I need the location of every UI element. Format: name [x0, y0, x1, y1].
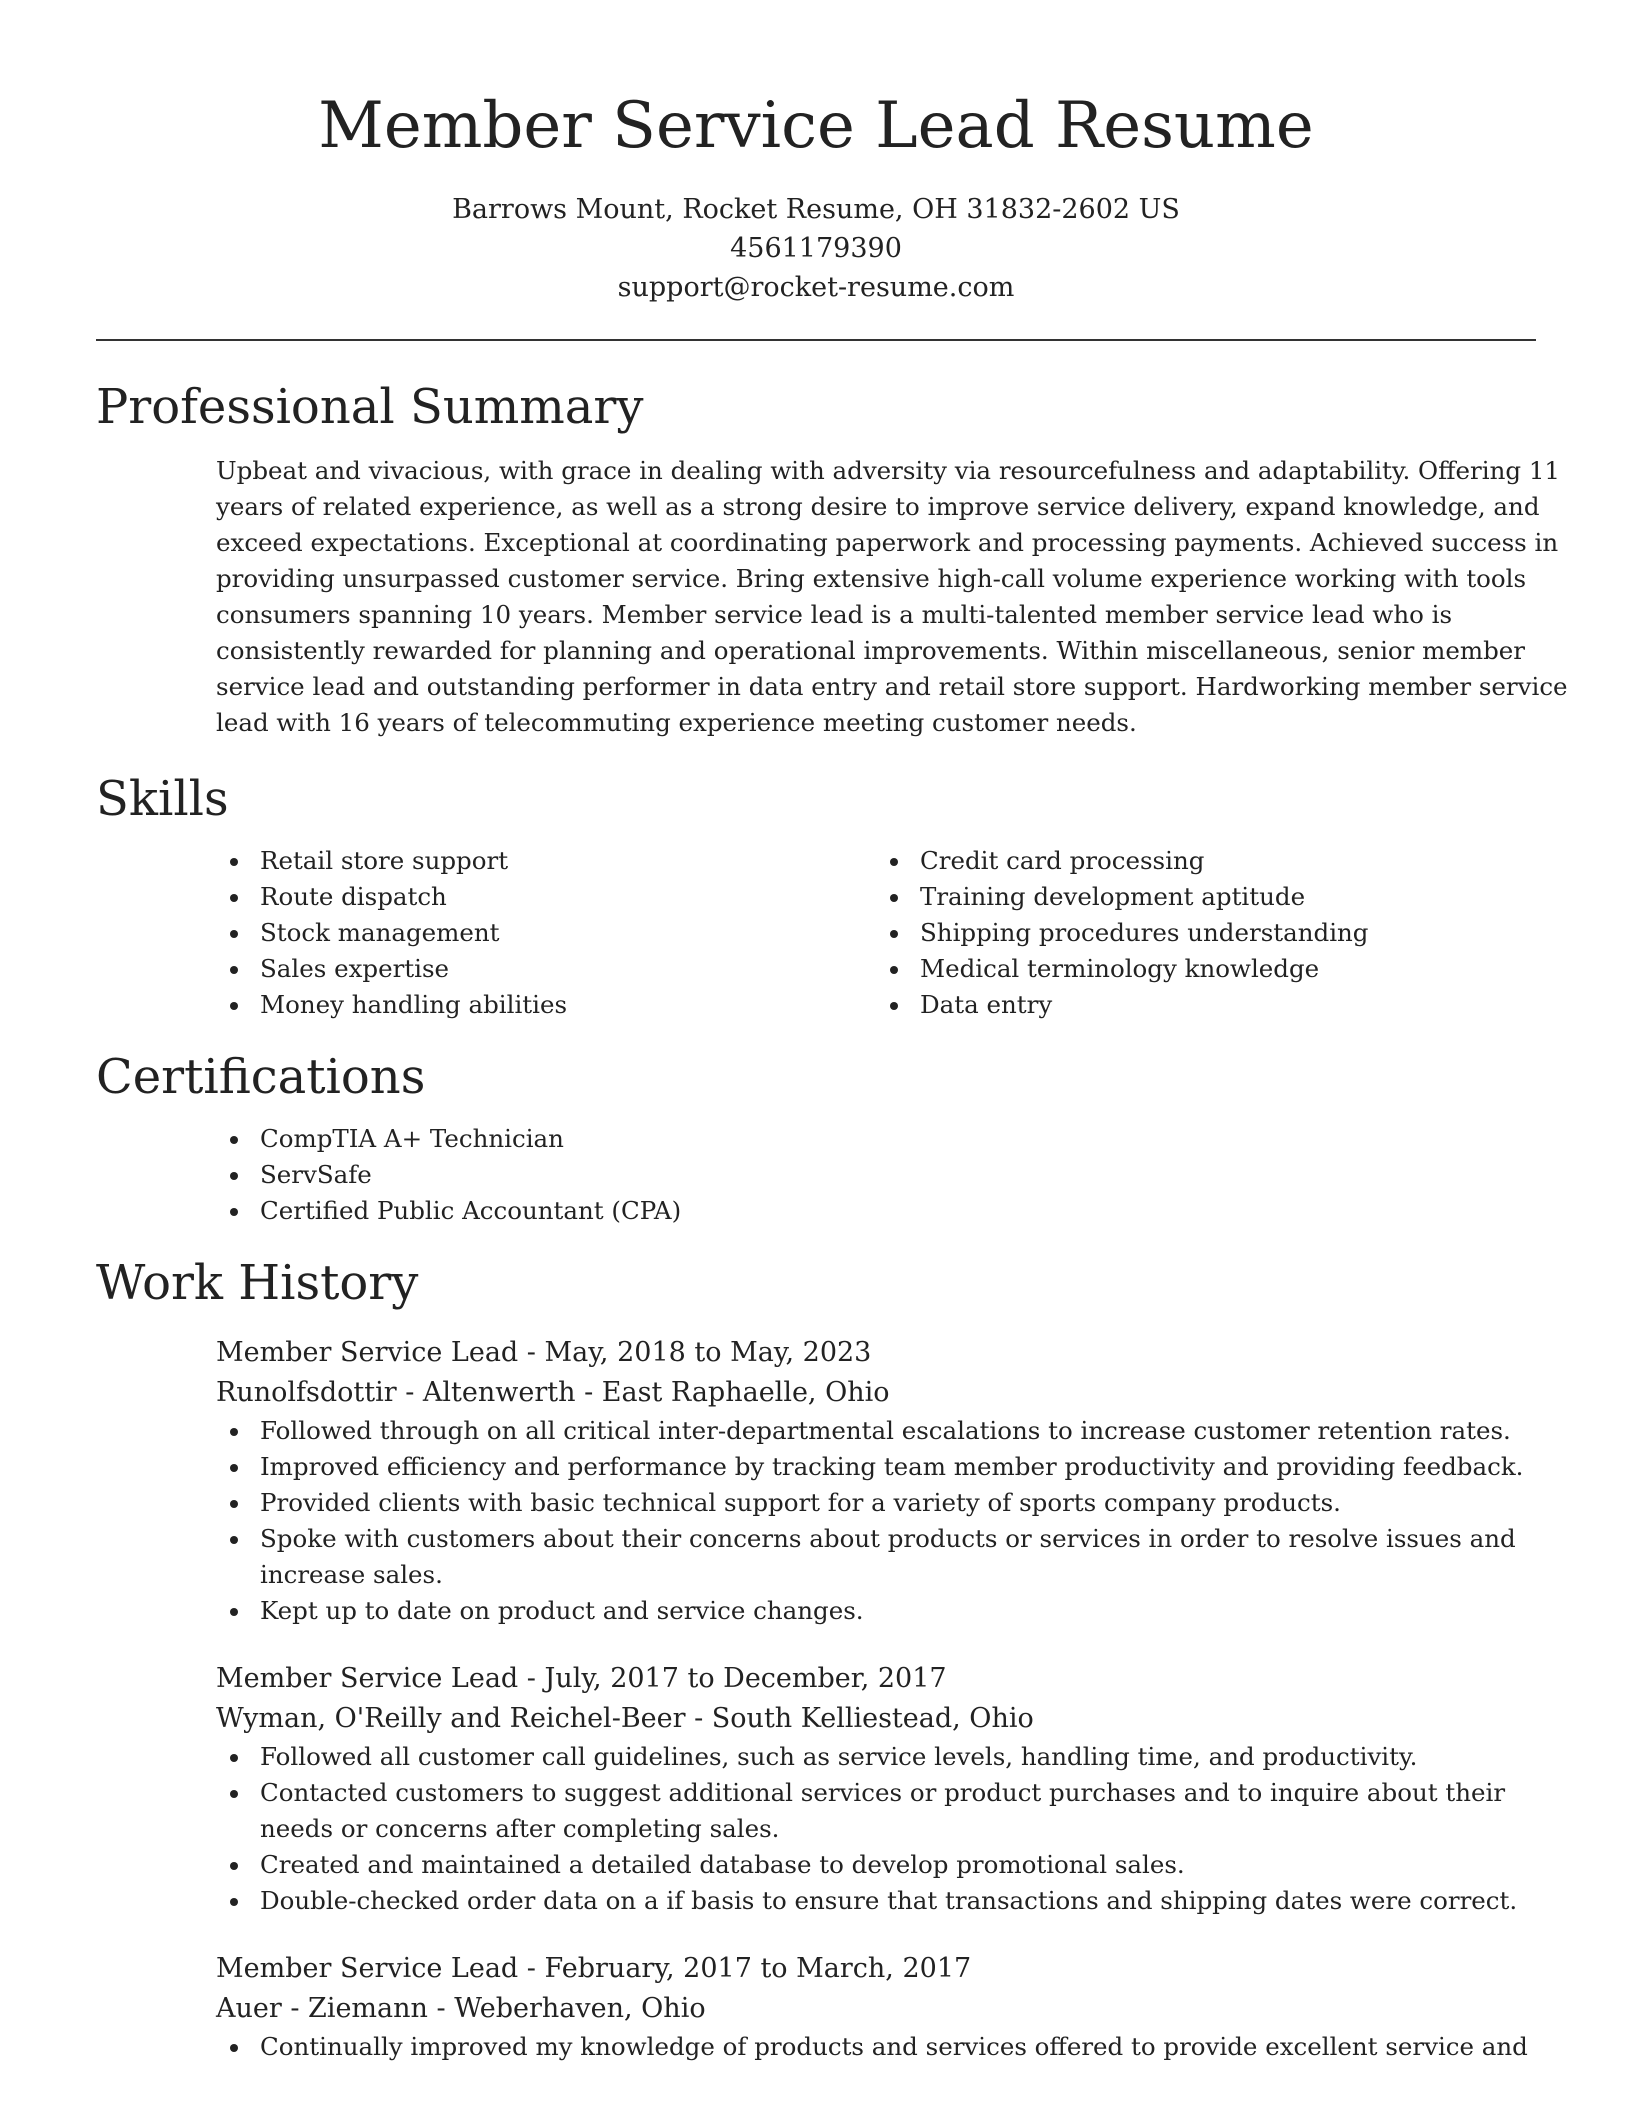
- skills-list: [216, 843, 1536, 1023]
- job-entry: [216, 1659, 1536, 1919]
- job-duty-item: Improved efficiency and performance by tracking team member productivity and providing feedback.: [260, 1449, 1560, 1485]
- skill-item: Training development aptitude: [920, 879, 1536, 915]
- job-duty-item: Kept up to date on product and service changes.: [260, 1593, 1560, 1629]
- job-duty-item: Double-checked order data on a if basis to ensure that transactions and shipping dates were correct.: [260, 1883, 1560, 1919]
- certification-item: CompTIA A+ Technician: [260, 1121, 1536, 1157]
- skills-column-right: [876, 843, 1536, 1023]
- job-title-dates: Member Service Lead - February, 2017 to March, 2017: [216, 1953, 972, 1984]
- skill-item: Retail store support: [260, 843, 876, 879]
- skill-item: Medical terminology knowledge: [920, 951, 1536, 987]
- certifications-heading: Certifications: [96, 1049, 426, 1105]
- contact-block: [96, 190, 1536, 307]
- job-duty-item: Followed all customer call guidelines, such as service levels, handling time, and productivity.: [260, 1739, 1560, 1775]
- skill-item: Route dispatch: [260, 879, 876, 915]
- certification-item: Certified Public Accountant (CPA): [260, 1193, 1536, 1229]
- skill-item: Stock management: [260, 915, 876, 951]
- job-company-location: Runolfsdottir - Altenwerth - East Raphaelle, Ohio: [216, 1377, 890, 1408]
- job-duty-item: Contacted customers to suggest additional services or product purchases and to inquire about their needs or concerns after completing sales.: [260, 1775, 1560, 1847]
- job-title-dates: Member Service Lead - July, 2017 to December, 2017: [216, 1663, 947, 1694]
- summary-text: Upbeat and vivacious, with grace in dealing with adversity via resourcefulness and adaptability. Offering 11 years of related experience, as well as a strong desire to improve service delivery, expand knowledge, and exceed expectations. Exceptional at coordinating paperwork and processing payments. Achieved success in providing unsurpassed customer service. Bring extensive high-call volume experience working with tools consumers spanning 10 years. Member service lead is a multi-talented member service lead who is consistently rewarded for planning and operational improvements. Within miscellaneous, senior member service lead and outstanding performer in data entry and retail store support. Hardworking member service lead with 16 years of telecommuting experience meeting customer needs.: [216, 456, 1568, 737]
- job-entry: [216, 1333, 1536, 1629]
- skill-item: Sales expertise: [260, 951, 876, 987]
- work-history-heading: Work History: [96, 1255, 419, 1311]
- skills-heading: Skills: [96, 771, 229, 827]
- job-title-dates: Member Service Lead - May, 2018 to May, 2023: [216, 1337, 872, 1368]
- job-duty-item: Spoke with customers about their concerns about products or services in order to resolve issues and increase sales.: [260, 1521, 1560, 1593]
- job-duties: [216, 1413, 1560, 1629]
- skill-item: Money handling abilities: [260, 987, 876, 1023]
- certification-item: ServSafe: [260, 1157, 1536, 1193]
- resume-title: Member Service Lead Resume: [318, 89, 1314, 163]
- header-divider: [96, 339, 1536, 341]
- skills-column-left: [216, 843, 876, 1023]
- resume-page: [96, 0, 1568, 2065]
- job-company-location: Auer - Ziemann - Weberhaven, Ohio: [216, 1993, 706, 2024]
- contact-phone: 4561179390: [730, 233, 902, 264]
- job-duties: [216, 1739, 1560, 1919]
- certifications-list: [216, 1121, 1536, 1229]
- job-entry: [216, 1949, 1536, 2065]
- skill-item: Credit card processing: [920, 843, 1536, 879]
- skill-item: Data entry: [920, 987, 1536, 1023]
- job-duty-item: Continually improved my knowledge of products and services offered to provide excellent service and: [260, 2029, 1560, 2065]
- skill-item: Shipping procedures understanding: [920, 915, 1536, 951]
- summary-heading: Professional Summary: [96, 379, 644, 435]
- contact-address: Barrows Mount, Rocket Resume, OH 31832-2602 US: [452, 194, 1180, 225]
- job-duties: [216, 2029, 1560, 2065]
- job-company-location: Wyman, O'Reilly and Reichel-Beer - South Kelliestead, Ohio: [216, 1703, 1034, 1734]
- job-duty-item: Followed through on all critical inter-departmental escalations to increase customer retention rates.: [260, 1413, 1560, 1449]
- contact-email: support@rocket-resume.com: [617, 272, 1015, 303]
- job-duty-item: Provided clients with basic technical support for a variety of sports company products.: [260, 1485, 1560, 1521]
- job-duty-item: Created and maintained a detailed database to develop promotional sales.: [260, 1847, 1560, 1883]
- certifications-bullets: [216, 1121, 1536, 1229]
